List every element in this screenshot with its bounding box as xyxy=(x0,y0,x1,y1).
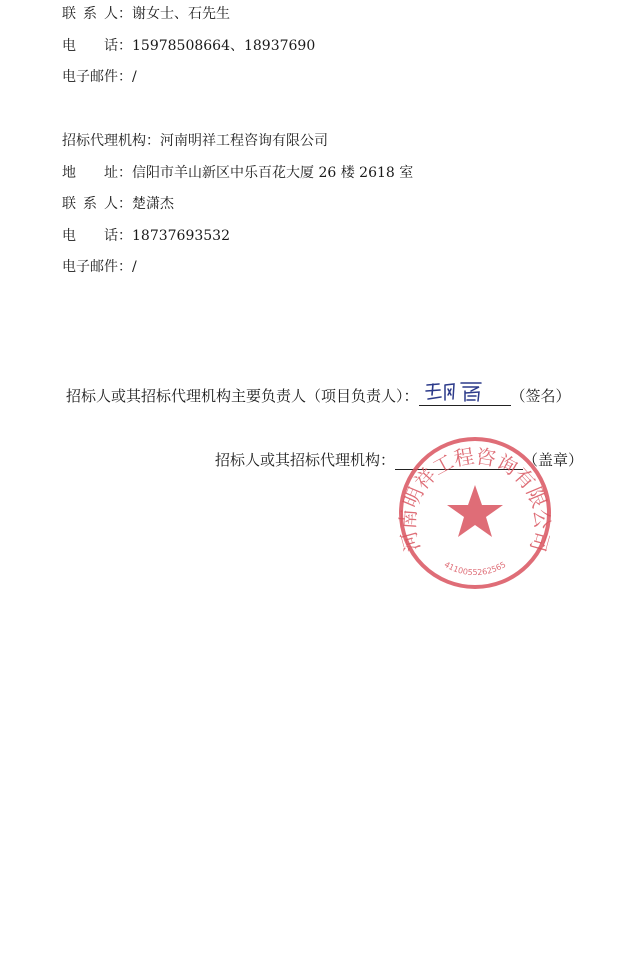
phone-value: 15978508664、18937690 xyxy=(132,38,316,54)
handwritten-signature xyxy=(421,379,491,405)
tenderer-contact-row: 联 系 人：谢女士、石先生 xyxy=(62,6,230,22)
tenderer-phone-row: 电 话：15978508664、18937690 xyxy=(62,38,316,54)
signature-row xyxy=(66,385,571,406)
seal-star-icon xyxy=(447,485,503,537)
seal-number: 4110055262565 xyxy=(442,559,508,578)
contact-label: 联 系 人 xyxy=(62,6,118,22)
phone-label: 电 话 xyxy=(62,38,118,54)
agency-name-label: 招标代理机构 xyxy=(62,133,146,149)
agency-address-row: 地 址：信阳市羊山新区中乐百花大厦 26 楼 2618 室 xyxy=(62,165,414,181)
contact-value: 谢女士、石先生 xyxy=(132,6,230,22)
signature-label: 招标人或其招标代理机构主要负责人（项目负责人）： xyxy=(66,387,419,405)
agency-name-value: 河南明祥工程咨询有限公司 xyxy=(160,133,328,149)
agency-phone-row: 电 话：18737693532 xyxy=(62,228,230,244)
signature-field xyxy=(419,385,511,406)
agency-contact-label: 联 系 人 xyxy=(62,196,118,212)
stamp-suffix: （盖章） xyxy=(523,451,584,469)
address-value: 信阳市羊山新区中乐百花大厦 26 楼 2618 室 xyxy=(132,165,414,181)
agency-contact-row: 联 系 人：楚潇杰 xyxy=(62,196,174,212)
email-value: / xyxy=(132,69,137,85)
seal-text: 河南明祥工程咨询有限公司 xyxy=(395,443,555,555)
agency-email-label: 电子邮件 xyxy=(62,259,118,275)
stamp-label: 招标人或其招标代理机构： xyxy=(215,451,396,469)
agency-name-row: 招标代理机构：河南明祥工程咨询有限公司 xyxy=(62,133,328,149)
signature-suffix: （签名） xyxy=(510,387,571,405)
address-label: 地 址 xyxy=(62,165,118,181)
email-label: 电子邮件 xyxy=(62,69,118,85)
agency-email-row: 电子邮件：/ xyxy=(62,259,137,275)
agency-contact-value: 楚潇杰 xyxy=(132,196,174,212)
agency-email-value: / xyxy=(132,259,137,275)
tenderer-email-row: 电子邮件：/ xyxy=(62,69,137,85)
agency-phone-value: 18737693532 xyxy=(132,228,230,244)
agency-phone-label: 电 话 xyxy=(62,228,118,244)
company-seal xyxy=(395,433,555,593)
